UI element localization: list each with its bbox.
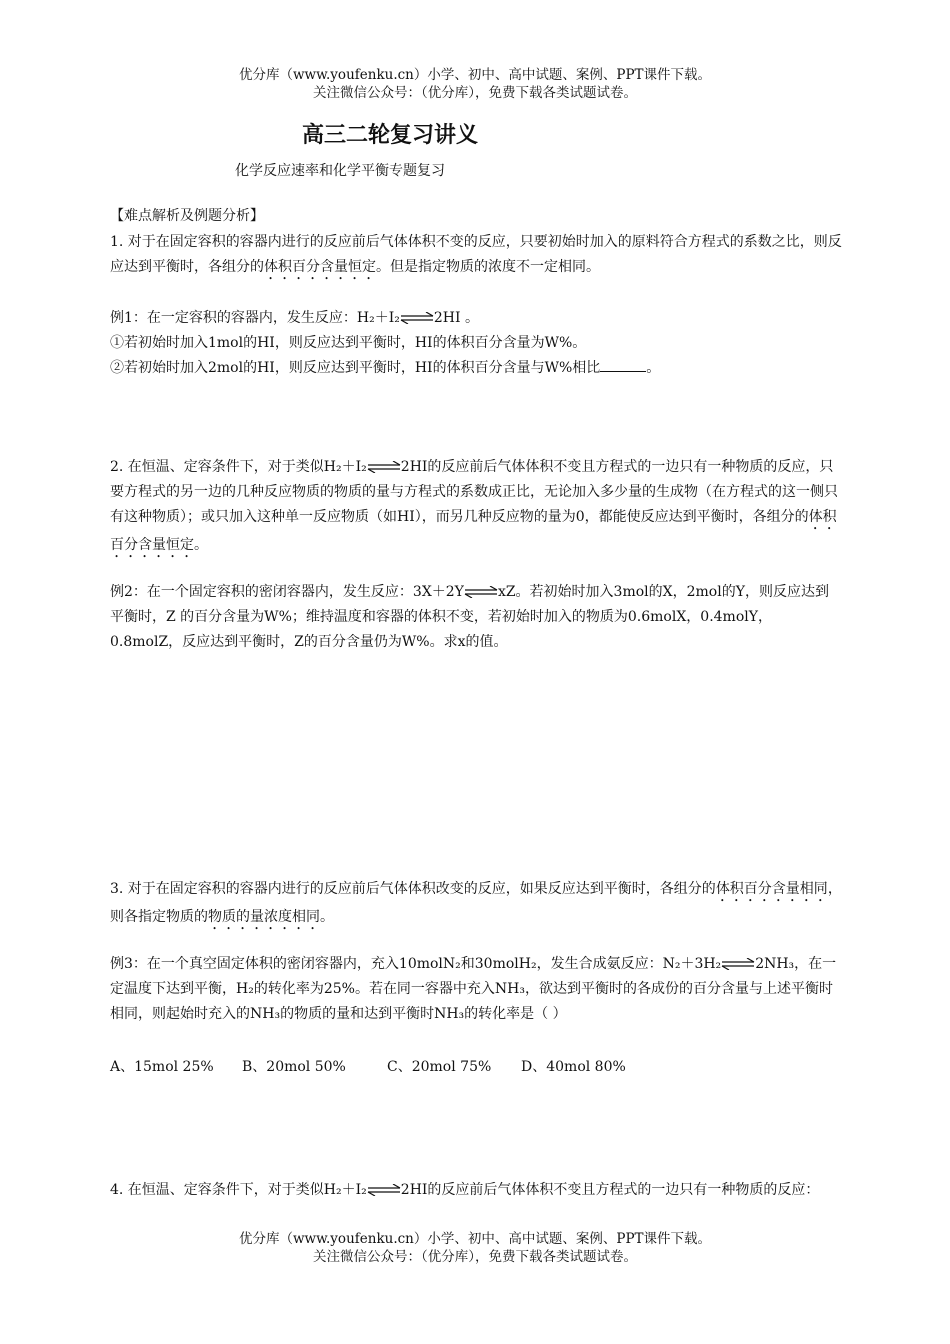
point-4: 4. 在恒温、定容条件下，对于类似H₂＋I₂ 2HI的反应前后气体体积不变且方程式的一边只有一种物质的反应：	[110, 1182, 820, 1198]
option-d[interactable]: D、40mol 80%	[521, 1059, 626, 1075]
answer-options	[110, 1056, 626, 1076]
example-2: 例2：在一个固定容积的密闭容器内，发生反应：3X＋2Y xZ。若初始时加入3mol的X，2mol的Y，则反应达到平衡时，Z 的百分含量为W%；维持温度和容器的体积不变，若初始时加入的物质为0.6molX，0.4molY，0.8molZ，反应达到平衡时，Z的百分含量仍为W%。求x的值。	[110, 584, 829, 650]
footer-line-2: 关注微信公众号：（优分库），免费下载各类试题试卷。	[313, 1249, 637, 1265]
equilibrium-arrow-icon	[367, 1184, 401, 1196]
header-line-1: 优分库（www.youfenku.cn）小学、初中、高中试题、案例、PPT课件下载。	[238, 67, 712, 83]
equilibrium-arrow-icon	[721, 958, 755, 970]
option-b[interactable]: B、20mol 50%	[242, 1059, 346, 1075]
page-title: 高三二轮复习讲义	[301, 122, 478, 148]
page-subtitle: 化学反应速率和化学平衡专题复习	[235, 163, 445, 179]
answer-blank[interactable]	[600, 357, 646, 372]
equilibrium-arrow-icon	[400, 312, 434, 324]
option-a[interactable]: A、15mol 25%	[110, 1059, 214, 1075]
footer-line-1: 优分库（www.youfenku.cn）小学、初中、高中试题、案例、PPT课件下载。	[238, 1231, 712, 1247]
point-1: 1. 对于在固定容积的容器内进行的反应前后气体体积不变的反应，只要初始时加入的原料符合方程式的系数之比，则反应达到平衡时，各组分的体积百分含量恒定。但是指定物质的浓度不一定相同。	[110, 234, 842, 275]
example-1: 例1：在一定容积的容器内，发生反应：H₂＋I₂ 2HI 。 ①若初始时加入1mol的HI，则反应达到平衡时，HI的体积百分含量为W%。 ②若初始时加入2mol的HI，则反应达到平衡时，HI的体积百分含量与W%相比 。	[110, 306, 842, 381]
equilibrium-arrow-icon	[367, 461, 401, 473]
option-c[interactable]: C、20mol 75%	[387, 1059, 492, 1075]
equilibrium-arrow-icon	[464, 586, 498, 598]
example-1-question-1: ①若初始时加入1mol的HI，则反应达到平衡时，HI的体积百分含量为W%。	[110, 335, 587, 351]
point-2: 2. 在恒温、定容条件下，对于类似H₂＋I₂ 2HI的反应前后气体体积不变且方程式的一边只有一种物质的反应，只要方程式的另一边的几种反应物质的物质的量与方程式的系数成正比，无论加入多少量的生成物（在方程式的这一侧只有这种物质）；或只加入这种单一反应物质（如HI），而另几种反应物的量为0，都能使反应达到平衡时，各组分的体积百分含量恒定。	[110, 459, 838, 553]
point-3: 3. 对于在固定容积的容器内进行的反应前后气体体积改变的反应，如果反应达到平衡时，各组分的体积百分含量相同，则各指定物质的物质的量浓度相同。	[110, 881, 842, 925]
section-heading: 【难点解析及例题分析】	[110, 208, 264, 224]
example-3: 例3：在一个真空固定体积的密闭容器内，充入10molN₂和30molH₂，发生合成氨反应：N₂＋3H₂ 2NH₃，在一定温度下达到平衡，H₂的转化率为25%。若在同一容器中充入NH₃，欲达到平衡时的各成份的百分含量与上述平衡时相同，则起始时充入的NH₃的物质的量和达到平衡时NH₃的转化率是（ ）	[110, 956, 837, 1022]
example-1-question-2: ②若初始时加入2mol的HI，则反应达到平衡时，HI的体积百分含量与W%相比 。	[110, 356, 842, 381]
header-line-2: 关注微信公众号：（优分库），免费下载各类试题试卷。	[313, 85, 637, 101]
